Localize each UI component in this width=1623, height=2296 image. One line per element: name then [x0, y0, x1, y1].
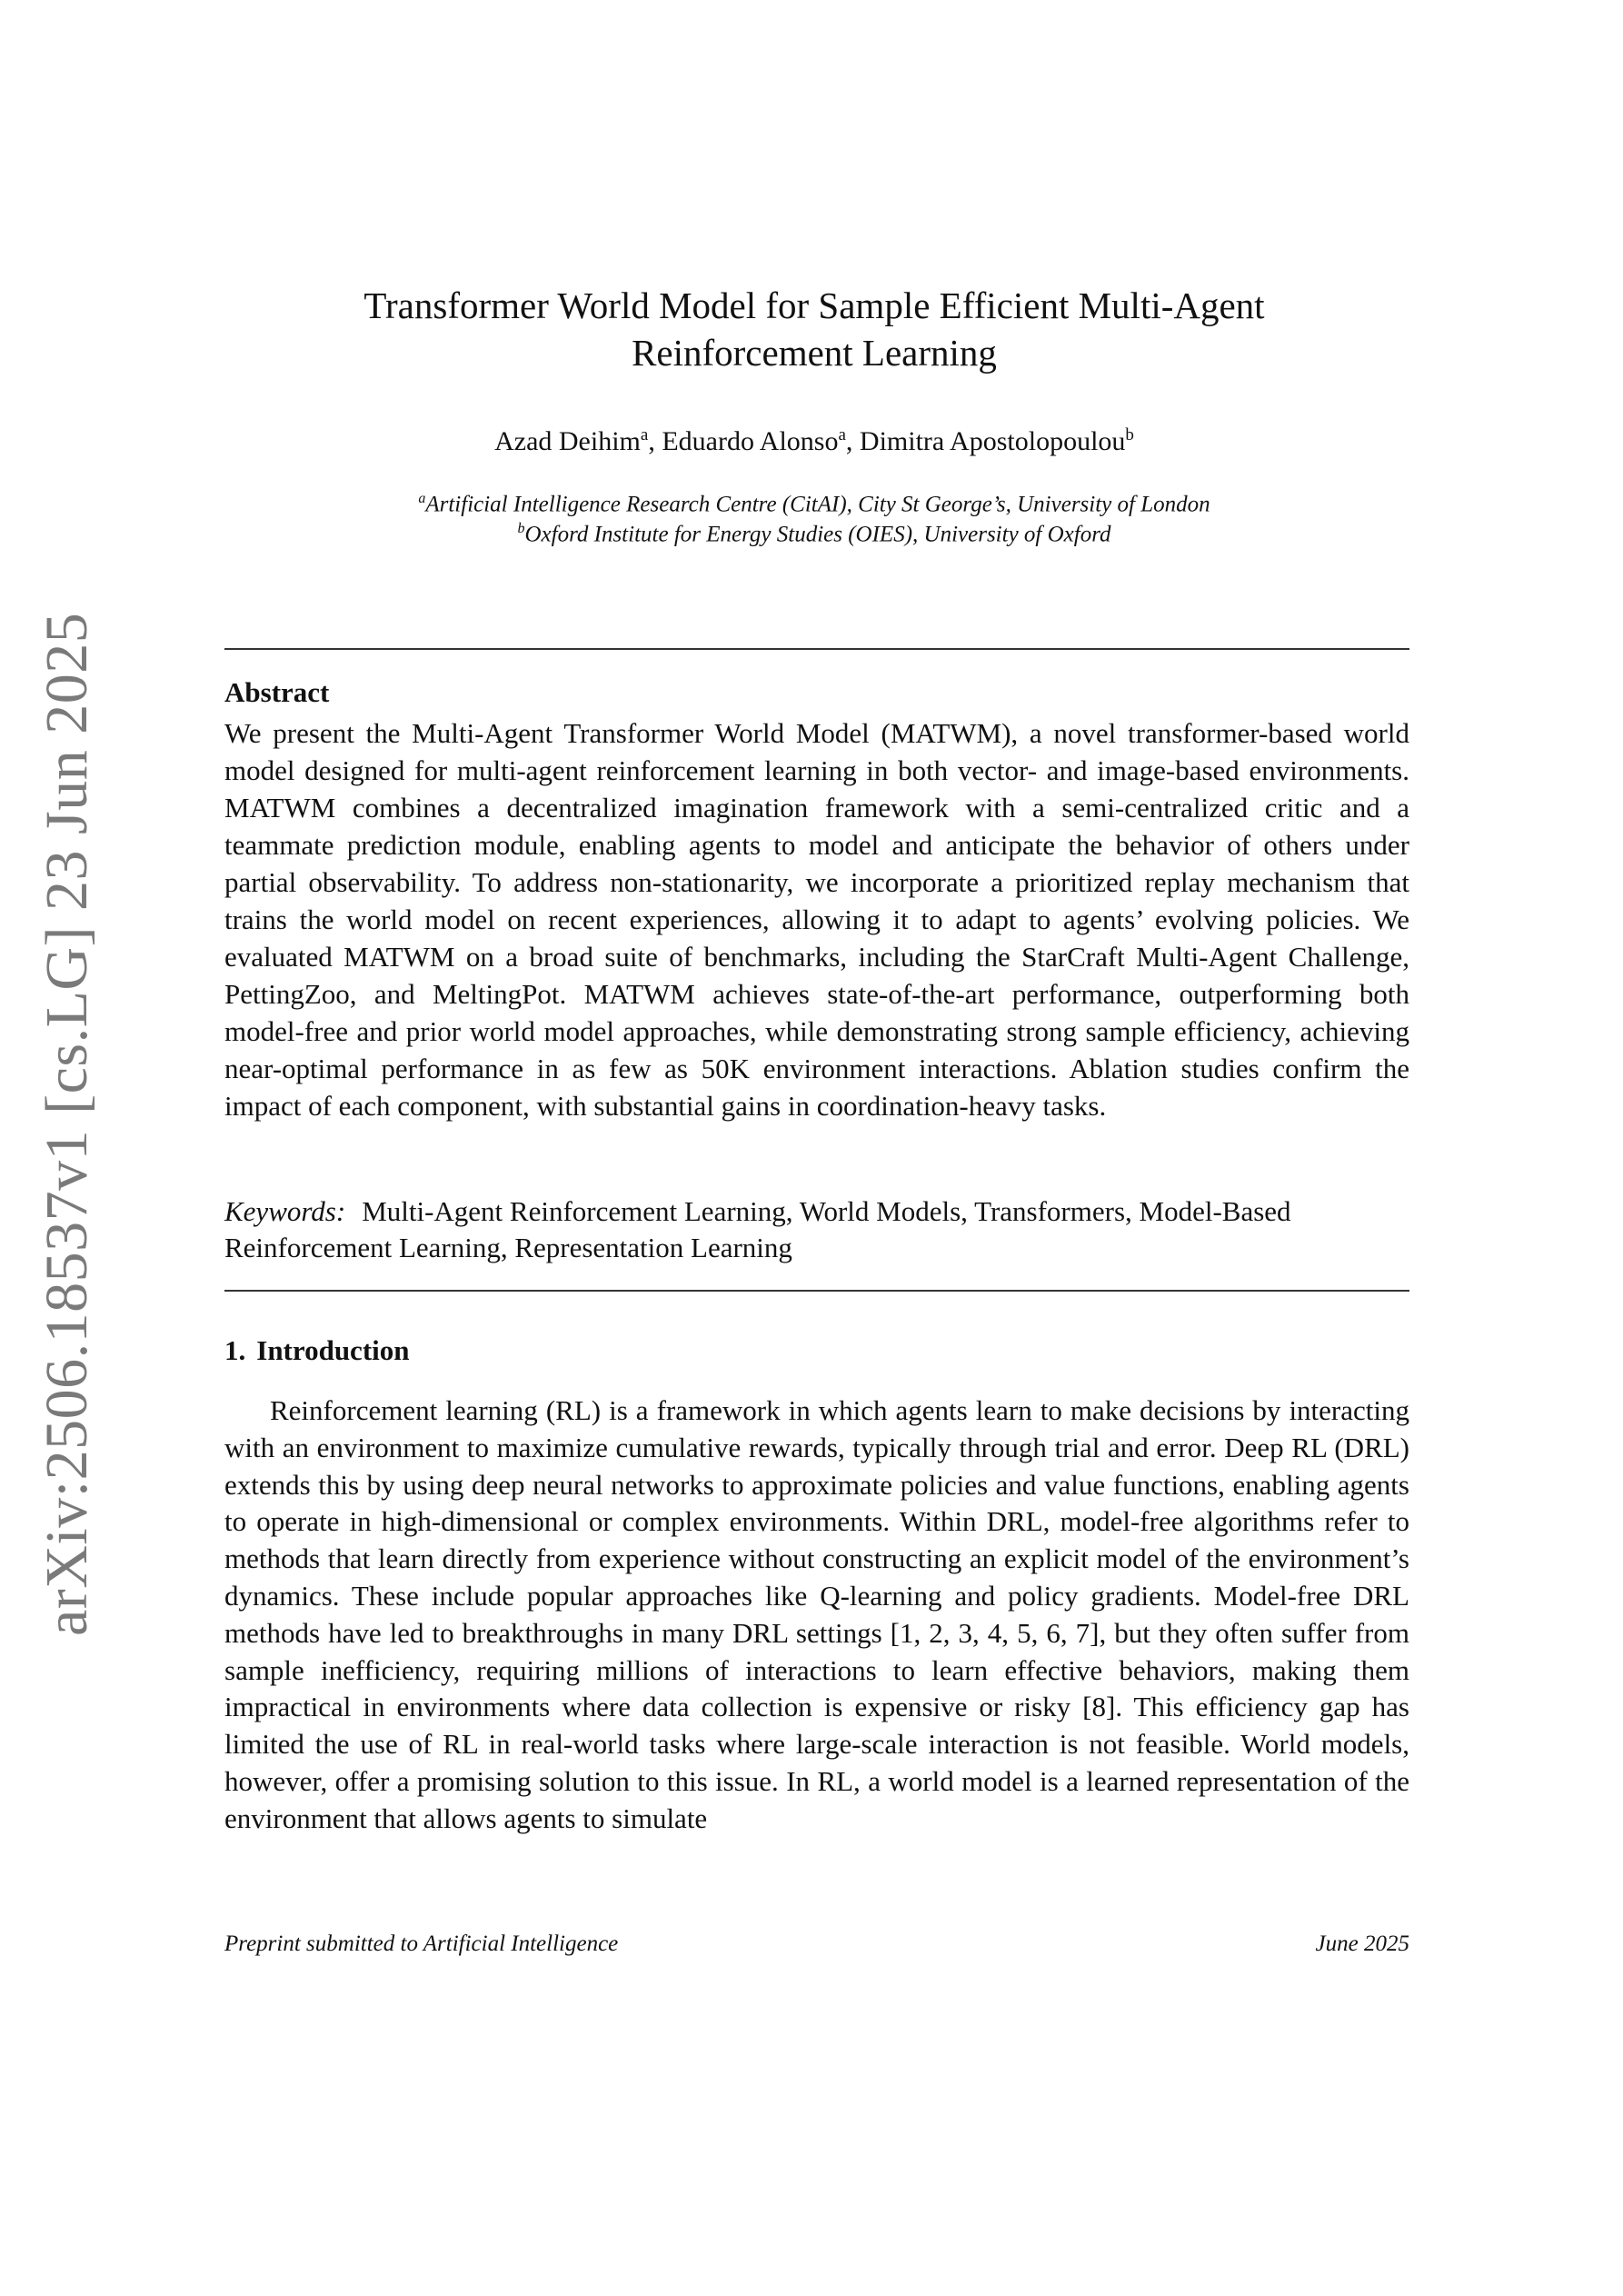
- abstract-bottom-rule: [224, 1290, 1409, 1292]
- affiliation-mark: b: [517, 521, 525, 536]
- affiliation-text: Artificial Intelligence Research Centre (CitAI), City St George’s, University of London: [425, 492, 1210, 517]
- author-list: [224, 425, 1405, 457]
- author-affil-mark: b: [1125, 425, 1134, 444]
- author-separator: ,: [845, 426, 860, 456]
- author-name: Azad Deihim: [494, 426, 641, 456]
- keywords-text: Multi-Agent Reinforcement Learning, World Models, Transformers, Model-Based Reinforcement Learning, Representation Learning: [224, 1195, 1291, 1263]
- abstract-heading: Abstract: [224, 676, 330, 708]
- title-line-1: Transformer World Model for Sample Efficient Multi-Agent: [363, 285, 1265, 326]
- abstract-top-rule: [224, 648, 1409, 650]
- section-heading: [224, 1334, 410, 1367]
- author-affil-mark: a: [838, 425, 846, 444]
- author-separator: ,: [648, 426, 662, 456]
- section-title: Introduction: [256, 1334, 410, 1366]
- abstract-text: We present the Multi-Agent Transformer World Model (MATWM), a novel transformer-based world model designed for multi-agent reinforcement learning in both vector- and image-based environments. MATWM combines a decentralized imagination framework with a semi-centralized critic and a teammate prediction module, enabling agents to model and anticipate the behavior of others under partial observability. To address non-stationarity, we incorporate a prioritized replay mechanism that trains the world model on recent experiences, allowing it to adapt to agents’ evolving policies. We evaluated MATWM on a broad suite of benchmarks, including the StarCraft Multi-Agent Challenge, PettingZoo, and MeltingPot. MATWM achieves state-of-the-art performance, outperforming both model-free and prior world model approaches, while demonstrating strong sample efficiency, achieving near-optimal performance in as few as 50K environment interactions. Ablation studies confirm the impact of each component, with substantial gains in coordination-heavy tasks.: [224, 717, 1409, 1122]
- affiliation-mark: a: [418, 491, 426, 506]
- introduction-paragraph: Reinforcement learning (RL) is a framework in which agents learn to make decisions by interacting with an environment to maximize cumulative rewards, typically through trial and error. Deep RL (DRL) extends this by using deep neural networks to approximate policies and value functions, enabling agents to operate in high-dimensional or complex environments. Within DRL, model-free algorithms refer to methods that learn directly from experience without constructing an explicit model of the environment’s dynamics. These include popular approaches like Q-learning and policy gradients. Model-free DRL methods have led to breakthroughs in many DRL settings [1, 2, 3, 4, 5, 6, 7], but they often suffer from sample inefficiency, requiring millions of interactions to learn effective behaviors, making them impractical in environments where data collection is expensive or risky [8]. This efficiency gap has limited the use of RL in real-world tasks where large-scale interaction is not feasible. World models, however, offer a promising solution to this issue. In RL, a world model is a learned representation of the environment that allows agents to simulate: [224, 1394, 1409, 1834]
- keywords-label: Keywords:: [224, 1195, 346, 1227]
- keywords: [224, 1193, 1409, 1266]
- affiliation-text: Oxford Institute for Energy Studies (OIES), University of Oxford: [524, 522, 1111, 547]
- paper-title: [224, 282, 1405, 376]
- section-number: 1.: [224, 1334, 246, 1366]
- footer-date: June 2025: [1315, 1932, 1409, 1956]
- affiliation-a: [224, 491, 1405, 517]
- affiliation-b: [224, 521, 1405, 547]
- title-line-2: Reinforcement Learning: [632, 332, 997, 374]
- arxiv-identifier: arXiv:2506.18537v1 [cs.LG] 23 Jun 2025: [34, 612, 100, 1636]
- author-affil-mark: a: [640, 425, 649, 444]
- author-name: Eduardo Alonso: [662, 426, 839, 456]
- author-name: Dimitra Apostolopoulou: [859, 426, 1126, 456]
- footer-submission: Preprint submitted to Artificial Intelligence: [224, 1932, 619, 1956]
